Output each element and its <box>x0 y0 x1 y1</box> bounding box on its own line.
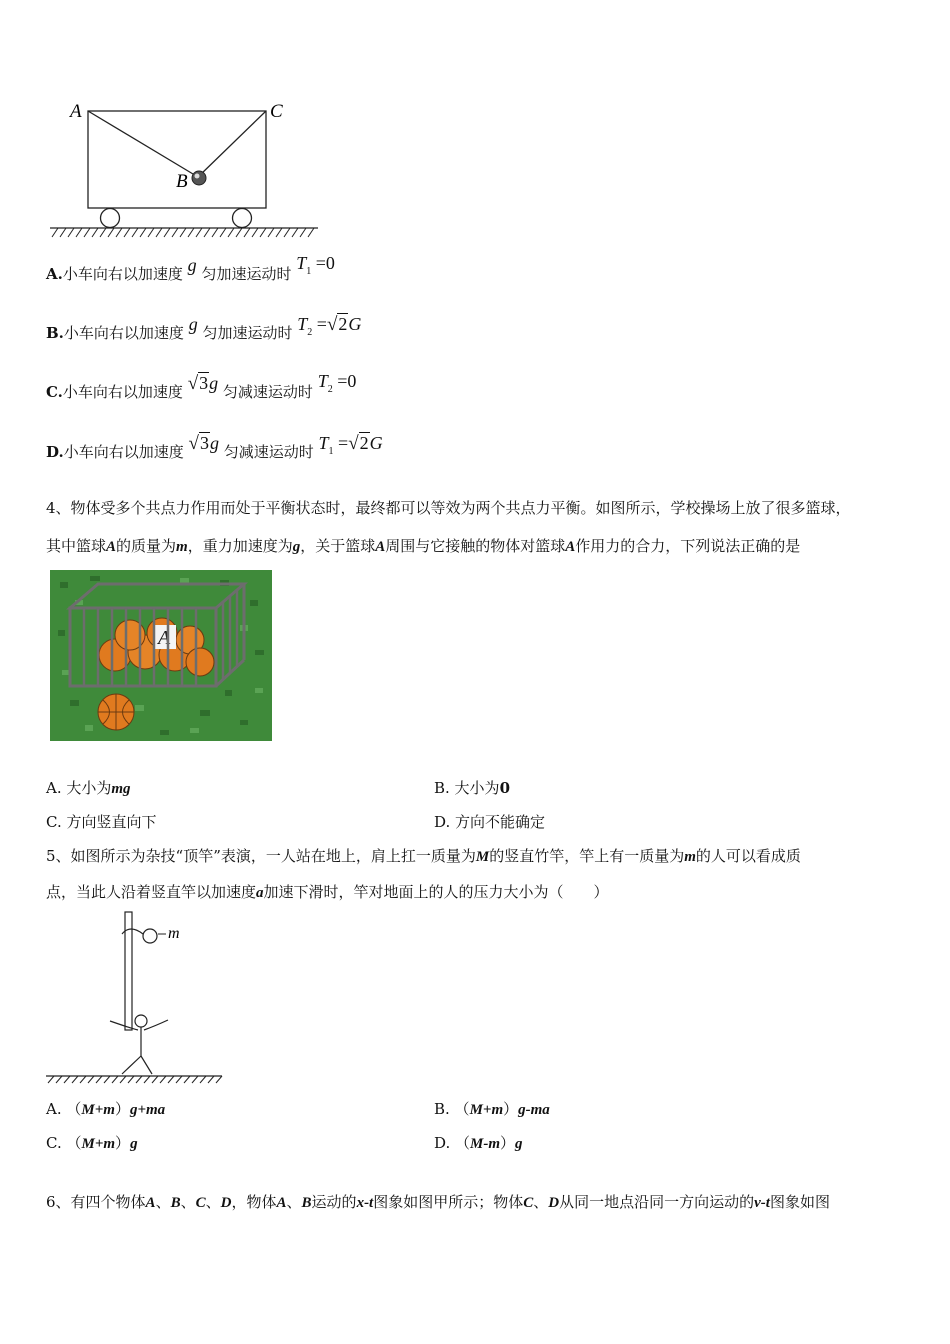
cart-figure <box>40 95 330 245</box>
q3-option-b: B.小车向右以加速度 g 匀加速运动时 $T_2 =√2G$ <box>46 314 362 342</box>
label-a: A <box>70 101 82 122</box>
label-b: B <box>176 171 188 192</box>
label-c: C <box>270 101 283 122</box>
person-m-label: m <box>168 925 180 942</box>
q5-option-d: D. （M-m）g <box>434 1134 523 1152</box>
ball-a-label: A <box>158 627 171 649</box>
q5-stem-line2: 点，当此人沿着竖直竿以加速度a加速下滑时，竿对地面上的人的压力大小为（ ） <box>46 883 609 901</box>
q3-option-a: A.小车向右以加速度 g 匀加速运动时 $T_1 =0$ <box>46 253 335 283</box>
q3-option-d: D.小车向右以加速度 √3g 匀减速运动时 $T_1 =√2G$ <box>46 433 383 461</box>
q4-option-b: B. 大小为0 <box>434 779 510 797</box>
q5-option-a: A. （M+m）g+ma <box>46 1100 166 1118</box>
q5-stem-line1: 5、如图所示为杂技“顶竿”表演，一人站在地上，肩上扛一质量为M的竖直竹竿，竿上有一质量为m的人可以看成质 <box>46 847 801 865</box>
q4-stem-line1: 4、物体受多个共点力作用而处于平衡状态时，最终都可以等效为两个共点力平衡。如图所示，学校操场上放了很多篮球， <box>46 499 851 517</box>
q5-option-c: C. （M+m）g <box>46 1134 138 1152</box>
q6-stem-line1: 6、有四个物体A、B、C、D，物体A、B运动的x-t图象如图甲所示；物体C、D从同一地点沿同一方向运动的v-t图象如图 <box>46 1193 830 1211</box>
q4-option-a: A. 大小为mg <box>46 779 131 797</box>
q4-stem-line2: 其中篮球A的质量为m，重力加速度为g，关于篮球A周围与它接触的物体对篮球A作用力的合力，下列说法正确的是 <box>46 537 801 555</box>
basketball-cage-figure <box>50 570 272 741</box>
q4-option-c: C. 方向竖直向下 <box>46 813 157 831</box>
pole-acrobat-figure <box>40 908 240 1088</box>
q5-option-b: B. （M+m）g-ma <box>434 1100 550 1118</box>
q3-option-c: C.小车向右以加速度 √3g 匀减速运动时 $T_2 =0$ <box>46 371 357 401</box>
q4-option-d: D. 方向不能确定 <box>434 813 546 831</box>
